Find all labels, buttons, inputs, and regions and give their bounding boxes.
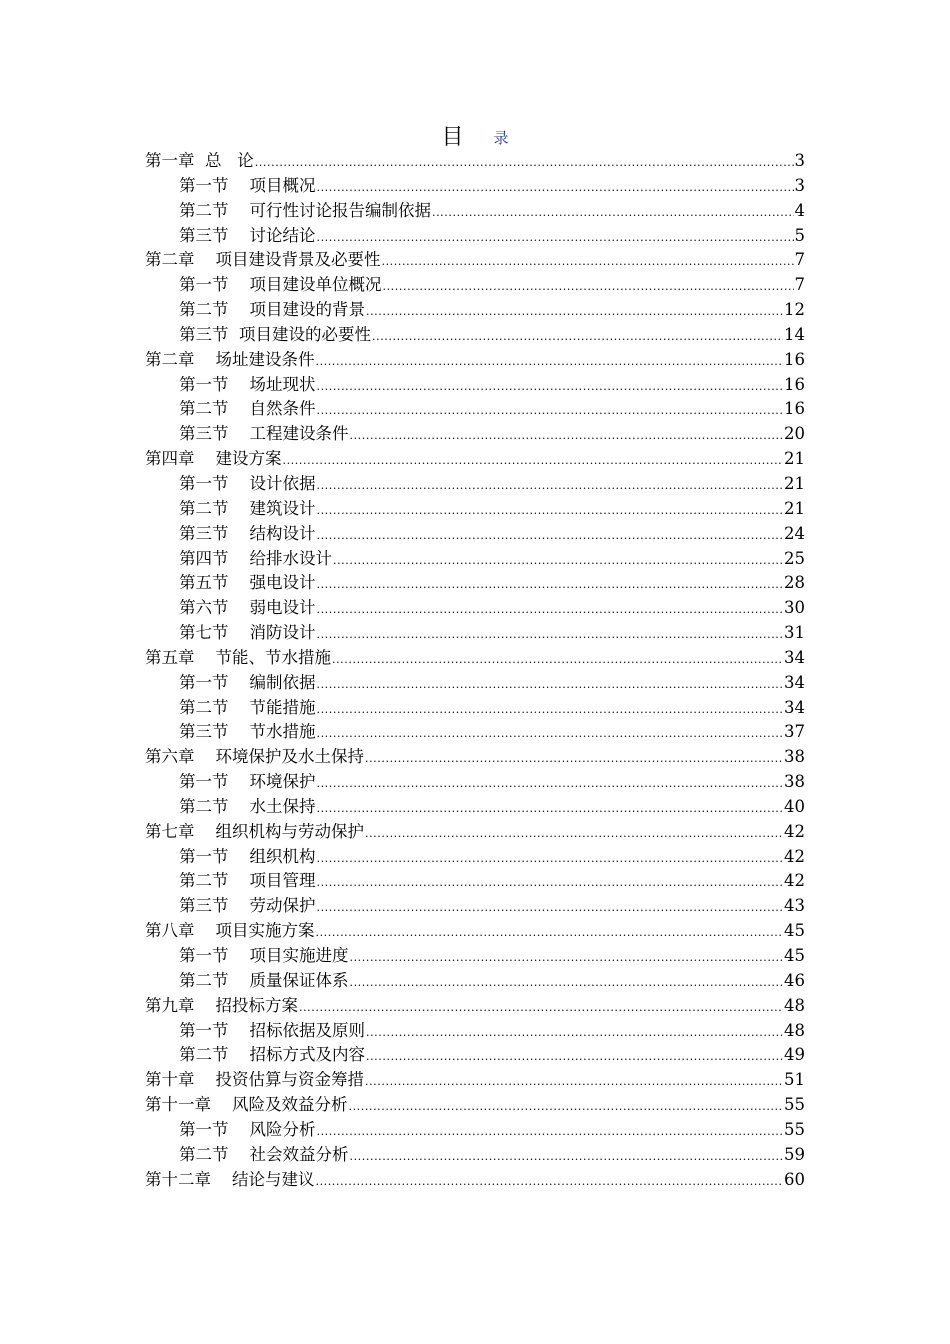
- toc-dot-leader: [316, 499, 783, 522]
- toc-chapter-entry[interactable]: [145, 919, 805, 944]
- toc-entry-row: [179, 497, 805, 522]
- toc-entry-row: [179, 522, 805, 547]
- toc-section-entry[interactable]: [179, 273, 805, 298]
- toc-dot-leader: [316, 698, 783, 721]
- toc-page-number: 7: [794, 275, 805, 295]
- toc-dot-leader: [316, 1120, 783, 1143]
- toc-section-entry[interactable]: [179, 199, 805, 224]
- toc-section-entry[interactable]: [179, 298, 805, 323]
- toc-section-entry[interactable]: [179, 497, 805, 522]
- toc-entry-label: 第一节 项目实施进度: [179, 946, 349, 965]
- toc-section-entry[interactable]: [179, 397, 805, 422]
- toc-page-number: 45: [784, 946, 805, 965]
- toc-page-number: 31: [784, 623, 805, 643]
- toc-page-number: 7: [794, 250, 805, 270]
- toc-chapter-entry[interactable]: [145, 248, 805, 273]
- toc-page-number: 16: [784, 374, 805, 394]
- toc-dot-leader: [365, 1070, 783, 1093]
- toc-dot-leader: [316, 375, 783, 398]
- toc-entry-label: 第三节 结构设计: [179, 523, 316, 543]
- toc-page-number: 45: [784, 921, 805, 941]
- toc-dot-leader: [316, 399, 783, 422]
- toc-chapter-entry[interactable]: [145, 1093, 805, 1118]
- toc-entry-label: 第一章 总 论: [145, 151, 254, 170]
- toc-dot-leader: [316, 623, 783, 646]
- toc-chapter-entry[interactable]: [145, 745, 805, 770]
- toc-entry-label: 第七节 消防设计: [179, 623, 316, 643]
- toc-entry-label: 第一节 项目概况: [179, 175, 316, 195]
- toc-entry-label: 第二章 场址建设条件: [145, 349, 315, 369]
- toc-dot-leader: [366, 300, 783, 323]
- toc-entry-label: 第一节 环境保护: [179, 772, 316, 792]
- toc-page-number: 38: [784, 772, 805, 792]
- toc-entry-label: 第二节 节能措施: [179, 697, 316, 717]
- toc-section-entry[interactable]: [179, 894, 805, 919]
- toc-section-entry[interactable]: [179, 671, 805, 696]
- toc-page-number: 16: [784, 399, 805, 419]
- toc-section-entry[interactable]: [179, 174, 805, 199]
- toc-section-entry[interactable]: [179, 1143, 805, 1168]
- toc-dot-leader: [316, 847, 783, 870]
- toc-entry-label: 第二节 建筑设计: [179, 498, 316, 518]
- toc-section-entry[interactable]: [179, 845, 805, 870]
- toc-page-number: 34: [784, 672, 805, 692]
- toc-chapter-entry[interactable]: [145, 447, 805, 472]
- toc-dot-leader: [382, 275, 793, 298]
- toc-section-entry[interactable]: [179, 770, 805, 795]
- toc-entry-row: [145, 1093, 805, 1118]
- toc-dot-leader: [316, 176, 793, 199]
- toc-page-number: 60: [784, 1169, 805, 1189]
- toc-page-number: 5: [794, 225, 805, 245]
- toc-entry-row: [179, 621, 805, 646]
- toc-page-number: 38: [784, 747, 805, 767]
- toc-entry-label: 第二节 项目管理: [179, 871, 316, 891]
- toc-entry-label: 第十一章 风险及效益分析: [145, 1095, 348, 1115]
- toc-entry-row: [145, 348, 805, 373]
- toc-page-number: 21: [784, 473, 805, 493]
- toc-entry-label: 第二节 社会效益分析: [179, 1144, 349, 1164]
- toc-section-entry[interactable]: [179, 1118, 805, 1143]
- toc-section-entry[interactable]: [179, 596, 805, 621]
- toc-page-number: 48: [784, 995, 805, 1015]
- toc-entry-row: [145, 149, 805, 174]
- toc-entry-label: 第三节 工程建设条件: [179, 424, 349, 444]
- toc-entry-label: 第一节 组织机构: [179, 846, 316, 866]
- toc-dot-leader: [316, 673, 783, 696]
- toc-dot-leader: [299, 996, 783, 1019]
- toc-entry-row: [179, 869, 805, 894]
- toc-entry-label: 第二节 水土保持: [179, 796, 316, 816]
- toc-entry-label: 第八章 项目实施方案: [145, 921, 315, 941]
- toc-dot-leader: [315, 350, 783, 373]
- toc-entry-label: 第一节 项目建设单位概况: [179, 275, 382, 295]
- toc-entry-label: 第七章 组织机构与劳动保护: [145, 821, 364, 841]
- toc-entry-label: 第三节 项目建设的必要性: [179, 324, 371, 344]
- toc-section-entry[interactable]: [179, 621, 805, 646]
- toc-section-entry[interactable]: [179, 1043, 805, 1068]
- toc-page-number: 3: [794, 151, 805, 170]
- toc-entry-row: [179, 199, 805, 224]
- toc-page-number: 14: [784, 324, 805, 344]
- toc-list: [0, 149, 950, 1192]
- toc-page-number: 3: [794, 175, 805, 195]
- toc-entry-row: [145, 994, 805, 1019]
- toc-dot-leader: [332, 648, 783, 671]
- toc-entry-row: [179, 547, 805, 572]
- toc-entry-row: [179, 174, 805, 199]
- toc-dot-leader: [333, 549, 783, 572]
- toc-entry-label: 第一节 编制依据: [179, 672, 316, 692]
- toc-dot-leader: [316, 722, 783, 745]
- toc-page-number: 46: [784, 970, 805, 990]
- toc-page-number: 28: [784, 573, 805, 593]
- toc-chapter-entry[interactable]: [145, 994, 805, 1019]
- toc-page-number: 59: [784, 1144, 805, 1164]
- toc-dot-leader: [316, 524, 783, 547]
- toc-page-number: 42: [784, 846, 805, 866]
- toc-page-number: 42: [784, 821, 805, 841]
- toc-entry-label: 第一节 风险分析: [179, 1119, 316, 1139]
- toc-title-part1: 目: [441, 124, 464, 150]
- toc-page-number: 21: [784, 449, 805, 469]
- toc-entry-row: [145, 646, 805, 671]
- toc-page-number: 34: [784, 697, 805, 717]
- toc-entry-row: [179, 397, 805, 422]
- toc-entry-row: [179, 1043, 805, 1068]
- toc-section-entry[interactable]: [179, 869, 805, 894]
- toc-section-entry[interactable]: [179, 422, 805, 447]
- toc-chapter-entry[interactable]: [145, 1168, 805, 1193]
- toc-entry-row: [179, 422, 805, 447]
- toc-page-number: 30: [784, 598, 805, 618]
- toc-page-number: 55: [784, 1119, 805, 1139]
- toc-entry-row: [179, 472, 805, 497]
- toc-entry-row: [179, 696, 805, 721]
- toc-page-number: 16: [784, 349, 805, 369]
- toc-dot-leader: [316, 772, 783, 795]
- toc-entry-row: [145, 1068, 805, 1093]
- toc-section-entry[interactable]: [179, 720, 805, 745]
- toc-dot-leader: [372, 325, 783, 348]
- toc-entry-label: 第二节 质量保证体系: [179, 970, 349, 990]
- toc-dot-leader: [366, 1045, 783, 1068]
- toc-page-number: 25: [784, 548, 805, 568]
- toc-entry-row: [179, 1019, 805, 1044]
- toc-entry-row: [145, 1168, 805, 1193]
- toc-entry-row: [179, 373, 805, 398]
- toc-entry-row: [179, 795, 805, 820]
- toc-title: [0, 123, 950, 152]
- toc-chapter-entry[interactable]: [145, 646, 805, 671]
- toc-entry-label: 第二节 招标方式及内容: [179, 1045, 365, 1065]
- toc-page-number: 34: [784, 647, 805, 667]
- toc-section-entry[interactable]: [179, 969, 805, 994]
- toc-entry-row: [179, 894, 805, 919]
- toc-dot-leader: [316, 896, 783, 919]
- toc-section-entry[interactable]: [179, 696, 805, 721]
- toc-entry-row: [179, 273, 805, 298]
- toc-section-entry[interactable]: [179, 795, 805, 820]
- toc-entry-row: [145, 447, 805, 472]
- toc-section-entry[interactable]: [179, 472, 805, 497]
- toc-dot-leader: [315, 1170, 783, 1193]
- toc-dot-leader: [316, 871, 783, 894]
- toc-entry-row: [179, 845, 805, 870]
- toc-section-entry[interactable]: [179, 1019, 805, 1044]
- toc-section-entry[interactable]: [179, 571, 805, 596]
- toc-entry-row: [145, 248, 805, 273]
- toc-entry-label: 第二节 项目建设的背景: [179, 300, 365, 320]
- toc-dot-leader: [349, 946, 783, 969]
- toc-entry-label: 第一节 场址现状: [179, 374, 316, 394]
- toc-dot-leader: [316, 573, 783, 596]
- toc-page-number: 37: [784, 722, 805, 742]
- toc-entry-label: 第一节 招标依据及原则: [179, 1020, 365, 1040]
- toc-page-number: 48: [784, 1020, 805, 1040]
- toc-chapter-entry[interactable]: [145, 348, 805, 373]
- toc-dot-leader: [365, 747, 783, 770]
- toc-entry-row: [179, 671, 805, 696]
- toc-section-entry[interactable]: [179, 944, 805, 969]
- toc-entry-label: 第九章 招投标方案: [145, 995, 298, 1015]
- toc-page-number: 4: [794, 200, 805, 220]
- toc-entry-row: [179, 944, 805, 969]
- toc-chapter-entry[interactable]: [145, 149, 805, 174]
- toc-dot-leader: [316, 797, 783, 820]
- toc-section-entry[interactable]: [179, 323, 805, 348]
- toc-section-entry[interactable]: [179, 373, 805, 398]
- toc-page-number: 24: [784, 523, 805, 543]
- toc-page-number: 51: [784, 1070, 805, 1090]
- toc-entry-label: 第二节 可行性讨论报告编制依据: [179, 200, 431, 220]
- toc-entry-label: 第五章 节能、节水措施: [145, 647, 331, 667]
- toc-chapter-entry[interactable]: [145, 820, 805, 845]
- toc-page-number: 20: [784, 424, 805, 444]
- toc-entry-label: 第三节 讨论结论: [179, 225, 316, 245]
- toc-page-number: 55: [784, 1095, 805, 1115]
- toc-dot-leader: [381, 250, 793, 273]
- toc-section-entry[interactable]: [179, 224, 805, 249]
- toc-dot-leader: [255, 151, 794, 174]
- toc-entry-label: 第六节 弱电设计: [179, 598, 316, 618]
- toc-entry-row: [179, 571, 805, 596]
- toc-entry-row: [145, 919, 805, 944]
- toc-page-number: 43: [784, 896, 805, 916]
- toc-entry-row: [145, 745, 805, 770]
- toc-dot-leader: [349, 971, 783, 994]
- toc-dot-leader: [349, 1145, 783, 1168]
- toc-entry-row: [179, 596, 805, 621]
- toc-entry-label: 第四节 给排水设计: [179, 548, 332, 568]
- toc-dot-leader: [366, 1021, 783, 1044]
- toc-entry-row: [179, 969, 805, 994]
- toc-section-entry[interactable]: [179, 547, 805, 572]
- toc-entry-label: 第十二章 结论与建议: [145, 1169, 315, 1189]
- toc-entry-label: 第五节 强电设计: [179, 573, 316, 593]
- toc-entry-row: [179, 298, 805, 323]
- toc-entry-label: 第三节 劳动保护: [179, 896, 316, 916]
- toc-dot-leader: [365, 822, 783, 845]
- toc-dot-leader: [316, 474, 783, 497]
- toc-dot-leader: [315, 921, 783, 944]
- toc-page-number: 42: [784, 871, 805, 891]
- toc-entry-row: [179, 720, 805, 745]
- toc-page-number: 40: [784, 796, 805, 816]
- toc-entry-label: 第二章 项目建设背景及必要性: [145, 250, 381, 270]
- toc-dot-leader: [282, 449, 783, 472]
- toc-entry-label: 第十章 投资估算与资金筹措: [145, 1070, 364, 1090]
- toc-entry-label: 第二节 自然条件: [179, 399, 316, 419]
- toc-page-number: 21: [784, 498, 805, 518]
- toc-page-number: 12: [784, 300, 805, 320]
- toc-entry-row: [179, 323, 805, 348]
- toc-section-entry[interactable]: [179, 522, 805, 547]
- toc-entry-label: 第一节 设计依据: [179, 473, 316, 493]
- toc-dot-leader: [348, 1095, 783, 1118]
- toc-entry-label: 第四章 建设方案: [145, 449, 282, 469]
- toc-entry-row: [179, 1143, 805, 1168]
- toc-dot-leader: [349, 424, 783, 447]
- toc-title-part2: 录: [493, 128, 509, 147]
- toc-entry-label: 第三节 节水措施: [179, 722, 316, 742]
- toc-dot-leader: [316, 226, 793, 249]
- toc-chapter-entry[interactable]: [145, 1068, 805, 1093]
- toc-entry-row: [179, 770, 805, 795]
- toc-entry-row: [145, 820, 805, 845]
- toc-entry-row: [179, 224, 805, 249]
- toc-dot-leader: [316, 598, 783, 621]
- toc-page-number: 49: [784, 1045, 805, 1065]
- toc-entry-row: [179, 1118, 805, 1143]
- toc-entry-label: 第六章 环境保护及水土保持: [145, 747, 364, 767]
- toc-dot-leader: [432, 201, 794, 224]
